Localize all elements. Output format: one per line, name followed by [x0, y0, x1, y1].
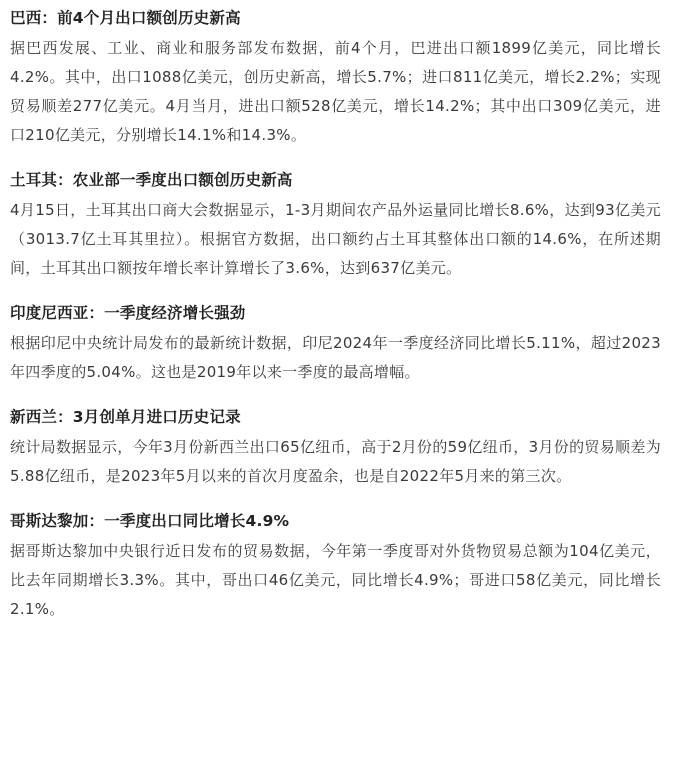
- section-indonesia: [10, 301, 661, 387]
- section-spacer: [10, 150, 661, 168]
- section-heading: 巴西：前4个月出口额创历史新高: [10, 9, 241, 27]
- section-heading: 新西兰：3月创单月进口历史记录: [10, 408, 241, 426]
- section-body: 根据印尼中央统计局发布的最新统计数据，印尼2024年一季度经济同比增长5.11%，超过2023年四季度的5.04%。这也是2019年以来一季度的最高增幅。: [10, 334, 661, 381]
- section-spacer: [10, 283, 661, 301]
- section-heading: 印度尼西亚：一季度经济增长强劲: [10, 304, 246, 322]
- section-body: 据巴西发展、工业、商业和服务部发布数据，前4个月，巴进出口额1899亿美元，同比增长4.2%。其中，出口1088亿美元，创历史新高，增长5.7%；进口811亿美元，增长2.2%；实现贸易顺差277亿美元。4月当月，进出口额528亿美元，增长14.2%；其中出口309亿美元，进口210亿美元，分别增长14.1%和14.3%。: [10, 39, 661, 144]
- section-body: 统计局数据显示，今年3月份新西兰出口65亿纽币，高于2月份的59亿纽币，3月份的贸易顺差为5.88亿纽币，是2023年5月以来的首次月度盈余，也是自2022年5月来的第三次。: [10, 438, 661, 485]
- section-brazil: [10, 6, 661, 150]
- section-spacer: [10, 491, 661, 509]
- section-heading: 哥斯达黎加：一季度出口同比增长4.9%: [10, 512, 290, 530]
- section-turkey: [10, 168, 661, 283]
- section-new-zealand: [10, 405, 661, 491]
- section-costa-rica: [10, 509, 661, 624]
- section-body: 据哥斯达黎加中央银行近日发布的贸易数据，今年第一季度哥对外货物贸易总额为104亿美元，比去年同期增长3.3%。其中，哥出口46亿美元，同比增长4.9%；哥进口58亿美元，同比增长2.1%。: [10, 542, 661, 618]
- section-spacer: [10, 387, 661, 405]
- section-body: 4月15日，土耳其出口商大会数据显示，1-3月期间农产品外运量同比增长8.6%，达到93亿美元（3013.7亿土耳其里拉）。根据官方数据，出口额约占土耳其整体出口额的14.6%，在所述期间，土耳其出口额按年增长率计算增长了3.6%，达到637亿美元。: [10, 201, 661, 277]
- section-heading: 土耳其：农业部一季度出口额创历史新高: [10, 171, 293, 189]
